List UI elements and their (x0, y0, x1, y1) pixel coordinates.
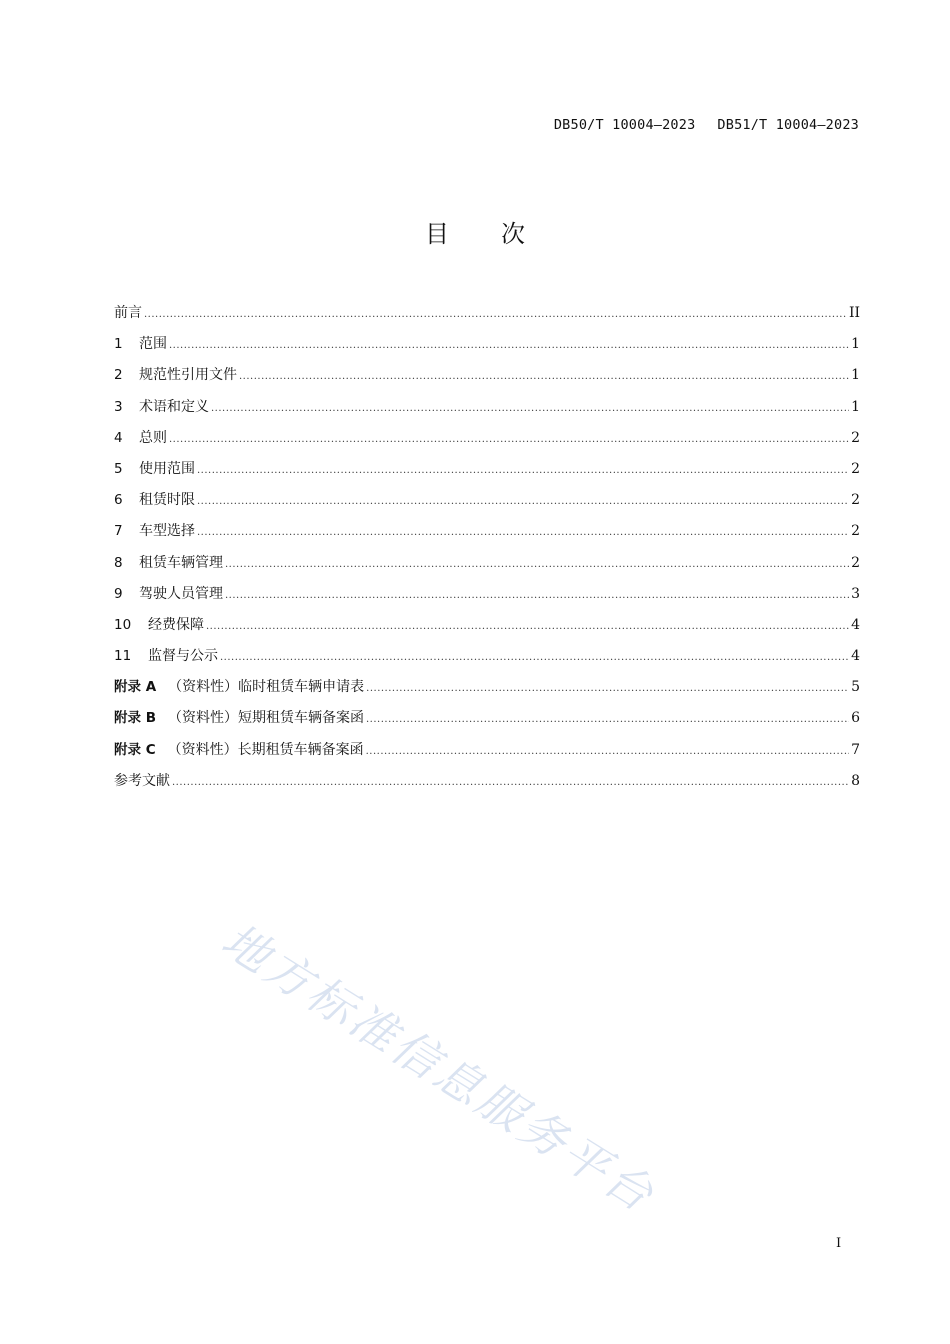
toc-entry[interactable] (114, 677, 860, 708)
toc-entry-title: 前言 (114, 305, 142, 321)
toc-entry-number: 3 (114, 398, 123, 415)
toc-entry-title: （资料性）临时租赁车辆申请表 (168, 679, 365, 696)
toc-entry[interactable] (114, 459, 860, 490)
document-code-db50: DB50/T 10004—2023 (553, 117, 696, 133)
toc-entry-page: 1 (851, 398, 860, 415)
toc-entry-page: 2 (851, 460, 860, 477)
toc-dot-leader (220, 648, 849, 668)
toc-entry[interactable] (114, 397, 860, 428)
toc-entry-title: （资料性）短期租赁车辆备案函 (168, 710, 364, 727)
toc-dot-leader (197, 492, 849, 512)
toc-entry-number: 5 (114, 460, 123, 477)
toc-entry-title: 经费保障 (148, 616, 204, 633)
toc-entry-page: II (848, 305, 860, 321)
toc-entry[interactable] (114, 428, 860, 459)
toc-dot-leader (172, 773, 849, 793)
toc-entry-page: 2 (851, 429, 860, 446)
toc-entry-number: 2 (114, 367, 123, 384)
toc-entry-number: 11 (114, 648, 132, 665)
toc-entry[interactable] (114, 365, 860, 396)
toc-entry-page: 1 (851, 336, 860, 353)
toc-dot-leader (169, 336, 849, 356)
toc-entry-page: 7 (851, 741, 860, 758)
toc-dot-leader (366, 679, 849, 699)
toc-entry-number: 8 (114, 554, 123, 571)
toc-entry-page: 2 (851, 492, 860, 509)
toc-entry[interactable] (114, 646, 860, 677)
toc-entry-page: 8 (851, 772, 860, 789)
watermark-text: 地方标准信息服务平台 (212, 912, 666, 1224)
toc-entry-number: 7 (114, 523, 123, 540)
toc-entry-page: 1 (851, 367, 860, 384)
toc-entry[interactable] (114, 584, 860, 615)
toc-entry-number: 6 (114, 492, 123, 509)
toc-entry[interactable] (114, 740, 860, 771)
toc-entry-number: 9 (114, 585, 123, 602)
toc-entry-appendix-label: 附录 A (114, 679, 157, 696)
toc-entry[interactable] (114, 615, 860, 646)
toc-entry-page: 4 (851, 616, 860, 633)
toc-entry[interactable] (114, 303, 860, 334)
page-title: 目次 (425, 220, 577, 248)
toc-entry[interactable] (114, 334, 860, 365)
toc-entry-title: 租赁车辆管理 (139, 554, 223, 571)
toc-entry[interactable] (114, 708, 860, 739)
toc-entry-page: 2 (851, 523, 860, 540)
toc-entry-page: 5 (851, 679, 860, 696)
toc-entry-title: 租赁时限 (139, 492, 195, 509)
toc-dot-leader (144, 305, 847, 325)
toc-entry-title: 驾驶人员管理 (139, 585, 223, 602)
toc-entry-title: 规范性引用文件 (139, 367, 237, 384)
toc-entry-number: 4 (114, 429, 123, 446)
toc-entry-title: （资料性）长期租赁车辆备案函 (167, 741, 364, 758)
toc-entry-title: 范围 (139, 336, 167, 353)
toc-entry[interactable] (114, 553, 860, 584)
toc-dot-leader (239, 367, 849, 387)
toc-entry-number: 1 (114, 336, 123, 353)
toc-entry-page: 2 (851, 554, 860, 571)
toc-entry-appendix-label: 附录 B (114, 710, 156, 727)
toc-entry-title: 参考文献 (114, 772, 170, 789)
toc-entry-title: 总则 (139, 429, 167, 446)
toc-entry-title: 车型选择 (139, 523, 195, 540)
page-number: I (836, 1236, 842, 1251)
toc-dot-leader (225, 586, 849, 606)
toc-entry-title: 术语和定义 (139, 398, 209, 415)
toc-entry-page: 3 (851, 585, 860, 602)
toc-entry-number: 10 (114, 616, 132, 633)
toc-dot-leader (225, 555, 849, 575)
toc-entry[interactable] (114, 521, 860, 552)
toc-dot-leader (366, 742, 849, 762)
toc-dot-leader (197, 523, 849, 543)
toc-entry[interactable] (114, 490, 860, 521)
document-code-header (554, 117, 859, 133)
toc-dot-leader (169, 430, 849, 450)
toc-dot-leader (206, 617, 849, 637)
toc-entry[interactable] (114, 771, 860, 802)
toc-entry-page: 6 (851, 710, 860, 727)
toc-entry-page: 4 (851, 648, 860, 665)
table-of-contents (114, 303, 860, 802)
toc-dot-leader (197, 461, 849, 481)
toc-dot-leader (366, 710, 849, 730)
toc-entry-title: 使用范围 (139, 460, 195, 477)
toc-entry-appendix-label: 附录 C (114, 741, 156, 758)
toc-dot-leader (211, 399, 849, 419)
document-code-db51: DB51/T 10004—2023 (717, 117, 859, 133)
toc-entry-title: 监督与公示 (148, 648, 218, 665)
